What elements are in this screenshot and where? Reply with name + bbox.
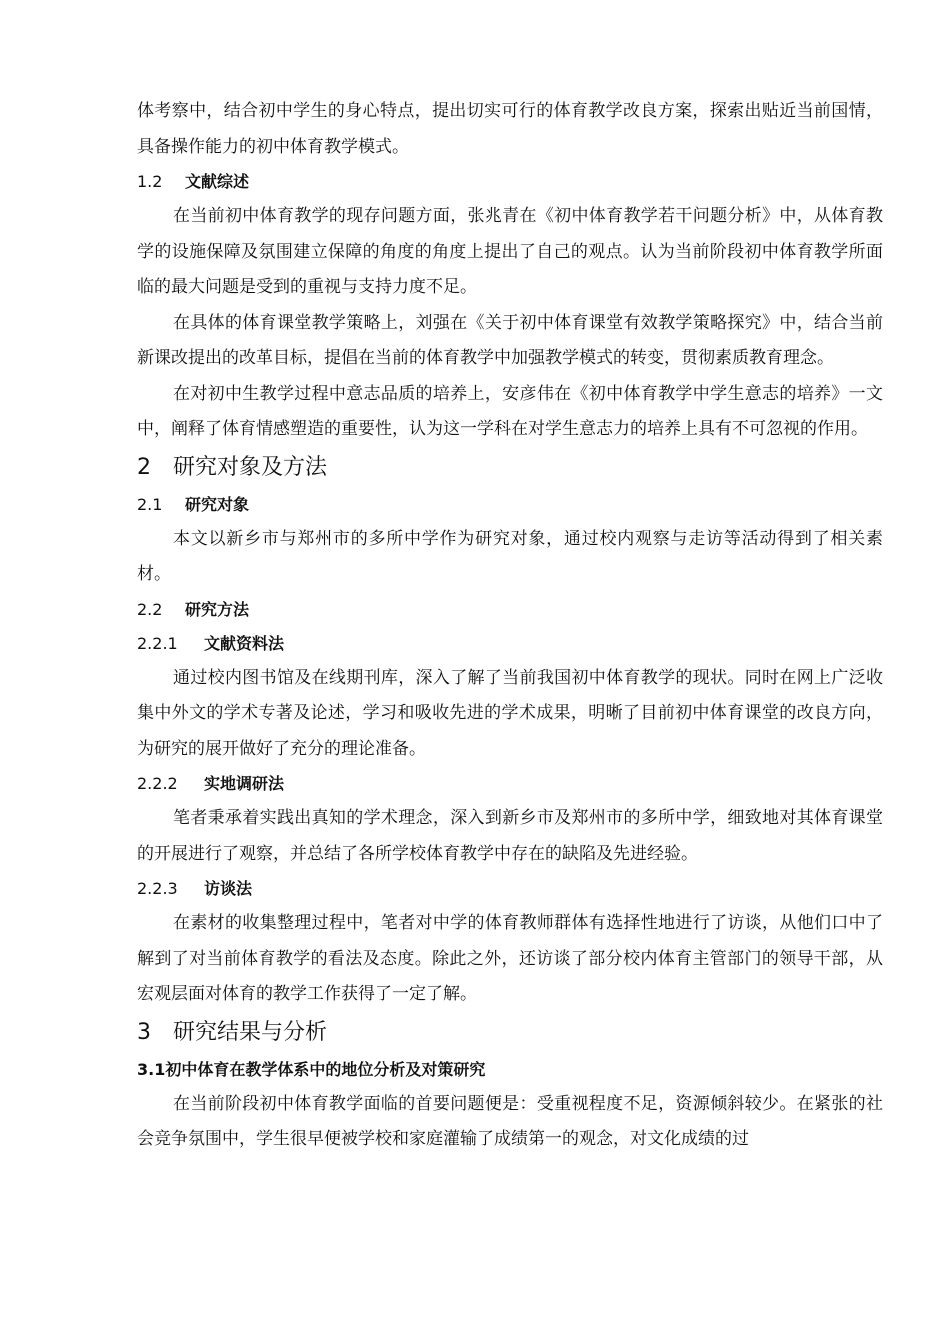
- heading-3: [137, 1013, 883, 1053]
- heading-2-2-3: [137, 872, 883, 906]
- chapter-title: 研究对象及方法: [173, 454, 328, 480]
- heading-2: [137, 448, 883, 488]
- subsection-number: 2.2.1: [137, 633, 178, 653]
- subsection-title: 访谈法: [204, 879, 253, 898]
- heading-2-1: [137, 488, 883, 522]
- subsection-title: 文献资料法: [204, 633, 285, 653]
- chapter-title: 研究结果与分析: [173, 1019, 328, 1045]
- heading-2-2-2: [137, 767, 883, 801]
- paragraph: 在素材的收集整理过程中，笔者对中学的体育教师群体有选择性地进行了访谈，从他们口中了解到了对当前体育教学的看法及态度。除此之外，还访谈了部分校内体育主管部门的领导干部，从宏观层面对体育的教学工作获得了一定了解。: [137, 913, 883, 1004]
- section-number: 2.1: [137, 494, 163, 514]
- paragraph: 笔者秉承着实践出真知的学术理念，深入到新乡市及郑州市的多所中学，细致地对其体育课堂的开展进行了观察，并总结了各所学校体育教学中存在的缺陷及先进经验。: [137, 808, 883, 864]
- paragraph: 在当前阶段初中体育教学面临的首要问题便是：受重视程度不足，资源倾斜较少。在紧张的社会竞争氛围中，学生很早便被学校和家庭灌输了成绩第一的观念，对文化成绩的过: [137, 1093, 883, 1149]
- paragraph: 本文以新乡市与郑州市的多所中学作为研究对象，通过校内观察与走访等活动得到了相关素材。: [137, 528, 883, 584]
- paragraph: 通过校内图书馆及在线期刊库，深入了解了当前我国初中体育教学的现状。同时在网上广泛收集中外文的学术专著及论述，学习和吸收先进的学术成果，明晰了目前初中体育课堂的改良方向，为研究的展开做好了充分的理论准备。: [137, 667, 883, 759]
- chapter-number: 2: [137, 454, 151, 480]
- heading-1-2: [137, 165, 883, 199]
- section-number: 2.2: [137, 599, 163, 619]
- heading-2-2-1: [137, 627, 883, 661]
- section-number: 1.2: [137, 172, 163, 191]
- paragraph: 在具体的体育课堂教学策略上，刘强在《关于初中体育课堂有效教学策略探究》中，结合当前新课改提出的改革目标，提倡在当前的体育教学中加强教学模式的转变，贯彻素质教育理念。: [137, 312, 883, 368]
- page-content: [137, 94, 883, 1158]
- chapter-number: 3: [137, 1019, 151, 1045]
- paragraph: 在对初中生教学过程中意志品质的培养上，安彦伟在《初中体育教学中学生意志的培养》一文中，阐释了体育情感塑造的重要性，认为这一学科在对学生意志力的培养上具有不可忽视的作用。: [137, 383, 883, 439]
- paragraph: 在当前初中体育教学的现存问题方面，张兆青在《初中体育教学若干问题分析》中，从体育教学的设施保障及氛围建立保障的角度的角度上提出了自己的观点。认为当前阶段初中体育教学所面临的最大问题是受到的重视与支持力度不足。: [137, 206, 883, 297]
- section-title: 研究对象: [185, 494, 250, 514]
- heading-2-2: [137, 593, 883, 627]
- heading-3-1: 3.1初中体育在教学体系中的地位分析及对策研究: [137, 1059, 486, 1079]
- subsection-title: 实地调研法: [204, 774, 285, 793]
- subsection-number: 2.2.2: [137, 774, 178, 793]
- paragraph: 体考察中，结合初中学生的身心特点，提出切实可行的体育教学改良方案，探索出贴近当前国情，具备操作能力的初中体育教学模式。: [137, 101, 883, 157]
- section-title: 文献综述: [185, 172, 250, 191]
- subsection-number: 2.2.3: [137, 879, 178, 898]
- section-title: 研究方法: [185, 599, 250, 619]
